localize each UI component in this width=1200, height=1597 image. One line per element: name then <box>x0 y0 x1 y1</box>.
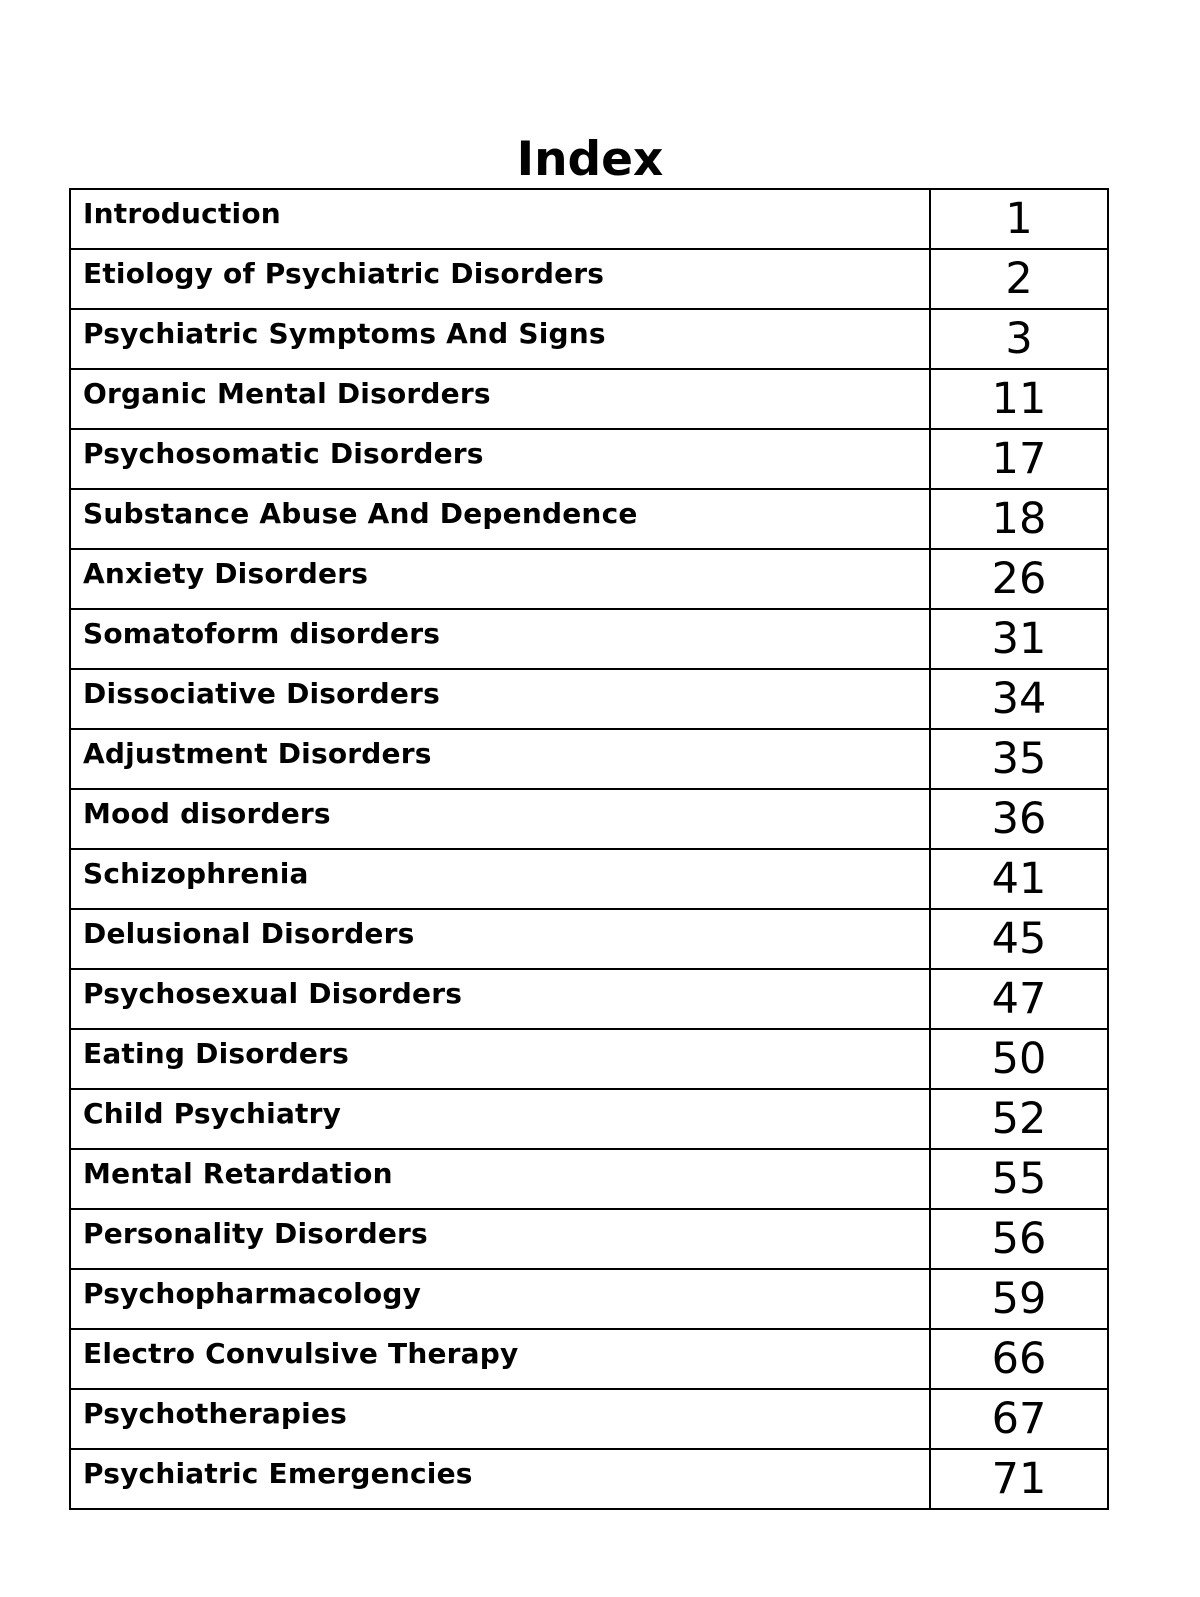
page-number-cell: 56 <box>930 1209 1108 1269</box>
table-row <box>70 489 1108 549</box>
page-number-cell: 59 <box>930 1269 1108 1329</box>
table-row <box>70 1389 1108 1449</box>
topic-cell: Personality Disorders <box>70 1209 930 1269</box>
topic-cell: Psychiatric Emergencies <box>70 1449 930 1509</box>
page-number-cell: 3 <box>930 309 1108 369</box>
table-row <box>70 609 1108 669</box>
page-number-cell: 2 <box>930 249 1108 309</box>
topic-cell: Mood disorders <box>70 789 930 849</box>
table-row <box>70 969 1108 1029</box>
page-number-cell: 11 <box>930 369 1108 429</box>
table-row <box>70 729 1108 789</box>
table-row <box>70 429 1108 489</box>
page-number-cell: 47 <box>930 969 1108 1029</box>
topic-cell: Adjustment Disorders <box>70 729 930 789</box>
table-row <box>70 1209 1108 1269</box>
table-row <box>70 1449 1108 1509</box>
table-row <box>70 849 1108 909</box>
topic-cell: Substance Abuse And Dependence <box>70 489 930 549</box>
table-row <box>70 1089 1108 1149</box>
table-row <box>70 669 1108 729</box>
page-number-cell: 67 <box>930 1389 1108 1449</box>
topic-cell: Child Psychiatry <box>70 1089 930 1149</box>
topic-cell: Psychosomatic Disorders <box>70 429 930 489</box>
topic-cell: Psychiatric Symptoms And Signs <box>70 309 930 369</box>
table-row <box>70 1269 1108 1329</box>
table-row <box>70 1149 1108 1209</box>
table-row <box>70 909 1108 969</box>
index-table <box>69 188 1109 1510</box>
index-table-body <box>70 189 1108 1509</box>
page-number-cell: 71 <box>930 1449 1108 1509</box>
topic-cell: Organic Mental Disorders <box>70 369 930 429</box>
table-row <box>70 789 1108 849</box>
topic-cell: Mental Retardation <box>70 1149 930 1209</box>
topic-cell: Electro Convulsive Therapy <box>70 1329 930 1389</box>
table-row <box>70 369 1108 429</box>
page-number-cell: 50 <box>930 1029 1108 1089</box>
table-row <box>70 249 1108 309</box>
table-row <box>70 189 1108 249</box>
topic-cell: Delusional Disorders <box>70 909 930 969</box>
page-number-cell: 18 <box>930 489 1108 549</box>
page-title: Index <box>516 132 664 187</box>
page-number-cell: 36 <box>930 789 1108 849</box>
table-row <box>70 1029 1108 1089</box>
topic-cell: Schizophrenia <box>70 849 930 909</box>
page-number-cell: 41 <box>930 849 1108 909</box>
table-row <box>70 1329 1108 1389</box>
topic-cell: Etiology of Psychiatric Disorders <box>70 249 930 309</box>
topic-cell: Psychosexual Disorders <box>70 969 930 1029</box>
table-row <box>70 549 1108 609</box>
page-number-cell: 1 <box>930 189 1108 249</box>
topic-cell: Introduction <box>70 189 930 249</box>
topic-cell: Dissociative Disorders <box>70 669 930 729</box>
topic-cell: Anxiety Disorders <box>70 549 930 609</box>
topic-cell: Psychopharmacology <box>70 1269 930 1329</box>
topic-cell: Somatoform disorders <box>70 609 930 669</box>
page-number-cell: 35 <box>930 729 1108 789</box>
topic-cell: Eating Disorders <box>70 1029 930 1089</box>
page-number-cell: 55 <box>930 1149 1108 1209</box>
page-number-cell: 45 <box>930 909 1108 969</box>
page-number-cell: 26 <box>930 549 1108 609</box>
page-number-cell: 17 <box>930 429 1108 489</box>
topic-cell: Psychotherapies <box>70 1389 930 1449</box>
table-row <box>70 309 1108 369</box>
page-number-cell: 31 <box>930 609 1108 669</box>
page-number-cell: 52 <box>930 1089 1108 1149</box>
page-number-cell: 66 <box>930 1329 1108 1389</box>
page-number-cell: 34 <box>930 669 1108 729</box>
